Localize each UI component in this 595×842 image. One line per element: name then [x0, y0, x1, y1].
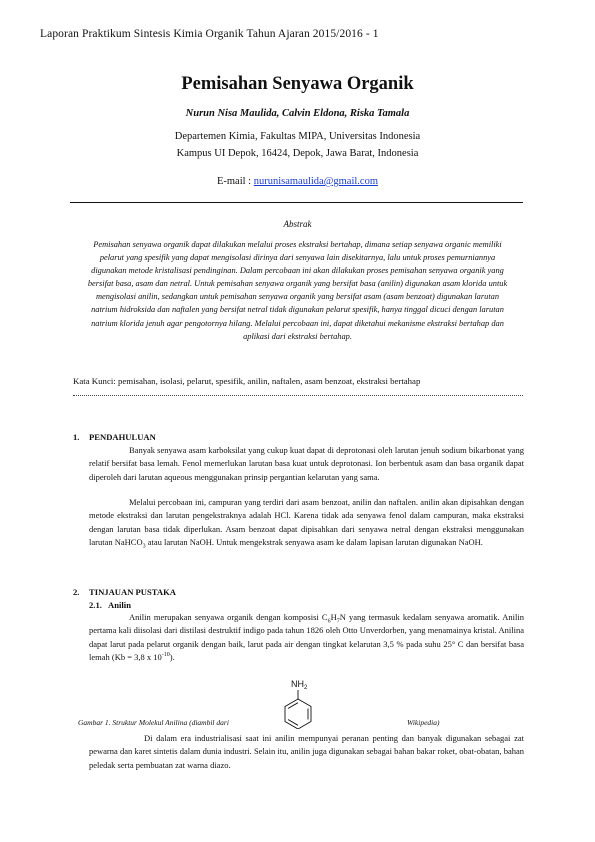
c6-subscript: 6 — [327, 618, 331, 625]
figure-1-caption-right: Wikipedia) — [407, 718, 440, 727]
section-1-paragraph-1: Banyak senyawa asam karboksilat yang cukup kuat dapat di deprotonasi oleh larutan jenuh sodium bikarbonat yang relatif bersifat basa lemah. Fenol memerlukan larutan basa kuat untuk deprotonasi. Ion berbentuk asam dan basa organik dapat diperoleh dari larutan aqueous menggunakan prinsip pergantian kelarutan yang sama. — [89, 445, 524, 482]
aniline-para-text-d: ). — [169, 651, 175, 662]
email-label: E-mail : — [216, 176, 254, 187]
section-2-paragraph-2: Di dalam era industrialisasi saat ini anilin mempunyai peranan penting dan banyak digunakan sebagai zat pewarna dan karet sintetis dalam dunia industri. Selain itu, anilin juga digunakan sebagai bahan bakar roket, obat-obatan, bahan peledak serta pembuatan zat warna diazo. — [89, 733, 524, 770]
h7-subscript: 7 — [336, 618, 340, 625]
aniline-para-text-a: Anilin merupakan senyawa organik dengan komposisi C — [129, 612, 328, 622]
section-1-paragraph-2-tail: atau larutan NaOH. Untuk mengekstrak senyawa asam ke dalam lapisan larutan digunakan NaOH. — [145, 536, 483, 547]
section-1-paragraph-2 — [89, 496, 524, 549]
kb-exponent: -10 — [161, 652, 170, 659]
nahco3-subscript: 3 — [142, 543, 146, 550]
running-header: Laporan Praktikum Sintesis Kimia Organik Tahun Ajaran 2015/2016 - 1 — [40, 28, 379, 40]
section-1-title: PENDAHULUAN — [89, 432, 156, 442]
section-2-paragraph-1 — [89, 611, 524, 664]
nh2-label: $NH_2$ — [291, 679, 308, 691]
affiliation-line-2: Kampus UI Depok, 16424, Depok, Jawa Barat, Indonesia — [176, 148, 419, 159]
email-line — [0, 176, 595, 187]
benzene-ring-drawing — [268, 677, 328, 729]
section-1-paragraph-2-text: Melalui percobaan ini, campuran yang terdiri dari asam benzoat, anilin dan naftalen. anilin akan dipisahkan dengan metode ekstraksi dan larutan pengekstraknya adalah HCl. Karena tidak ada senyawa fenol dalam campuran, maka ekstraksi dengan larutan basa tidak diperlukan. Asam benzoat dapat dipisahkan dari senyawa netral dengan ekstraksi menggunakan larutan NaHCO — [89, 497, 524, 547]
paper-title: Pemisahan Senyawa Organik — [181, 74, 414, 94]
section-2-number: 2. — [73, 587, 80, 597]
abstract-body: Pemisahan senyawa organik dapat dilakukan melalui proses ekstraksi bertahap, dimana setiap senyawa organic memiliki pelarut yang spesifik yang dapat mengisolasi dirinya dari senyawa lain disekitarnya, lalu untuk proses pemurniannya digunakan metode kristalisasi pendinginan. Dalam percobaan ini akan dilakukan proses pemisahan senyawa organik yang bersifat basa, asam dan netral. Untuk pemisahan senyawa organik yang bersifat basa (anilin) digunakan asam klorida untuk mengisolasi anilin, sedangkan untuk pemisahan senyawa organik yang bersifat asam (asam benzoat) digunakan larutan natrium hidroksida dan naftalen yang bersifat netral tidak digunakan pelarut spesifik, hanya tinggal dicuci dengan larutan natrium klorida jenuh agar pengotornya hilang. Melalui percobaan ini, dapat diketahui mekanisme ekstraksi bertahap dan aplikasi dari ekstraksi bertahap. — [87, 240, 508, 341]
header-rule — [70, 202, 523, 203]
section-2-heading — [73, 587, 273, 599]
figure-1-caption-left: Gambar 1. Struktur Molekul Anilina (diambil dari — [78, 718, 229, 727]
affiliation-line-1: Departemen Kimia, Fakultas MIPA, Universitas Indonesia — [174, 131, 421, 142]
subsection-2-1-number: 2.1. — [89, 600, 102, 610]
aniline-structure-figure — [268, 677, 328, 729]
keywords: Kata Kunci: pemisahan, isolasi, pelarut, spesifik, anilin, naftalen, asam benzoat, ekstraksi bertahap — [73, 376, 421, 386]
aniline-para-text-c: N yang termasuk kedalam senyawa aromatik. Anilin pertama kali diisolasi dari distilasi destruktif indigo pada tahun 1826 oleh Otto Unverdorben, yang menamainya kristal. Anilina dapat larut pada pelarut organik dengan baik, larut pada air dengan tingkat kelarutan 3,5 % pada suhu 25° C dan bersifat basa lemah (Kb = 3,8 x 10 — [89, 612, 524, 662]
section-2-title: TINJAUAN PUSTAKA — [89, 587, 176, 597]
email-link[interactable]: nurunisamaulida@gmail.com — [253, 176, 379, 187]
section-1-heading — [73, 432, 273, 444]
aniline-para-text-b: H — [330, 612, 337, 622]
dotted-separator — [73, 395, 523, 396]
subsection-2-1-heading — [89, 600, 209, 610]
section-1-number: 1. — [73, 432, 80, 442]
abstract-heading: Abstrak — [283, 219, 312, 229]
subsection-2-1-title: Anilin — [108, 600, 131, 610]
author-list: Nurun Nisa Maulida, Calvin Eldona, Riska Tamala — [185, 108, 410, 119]
